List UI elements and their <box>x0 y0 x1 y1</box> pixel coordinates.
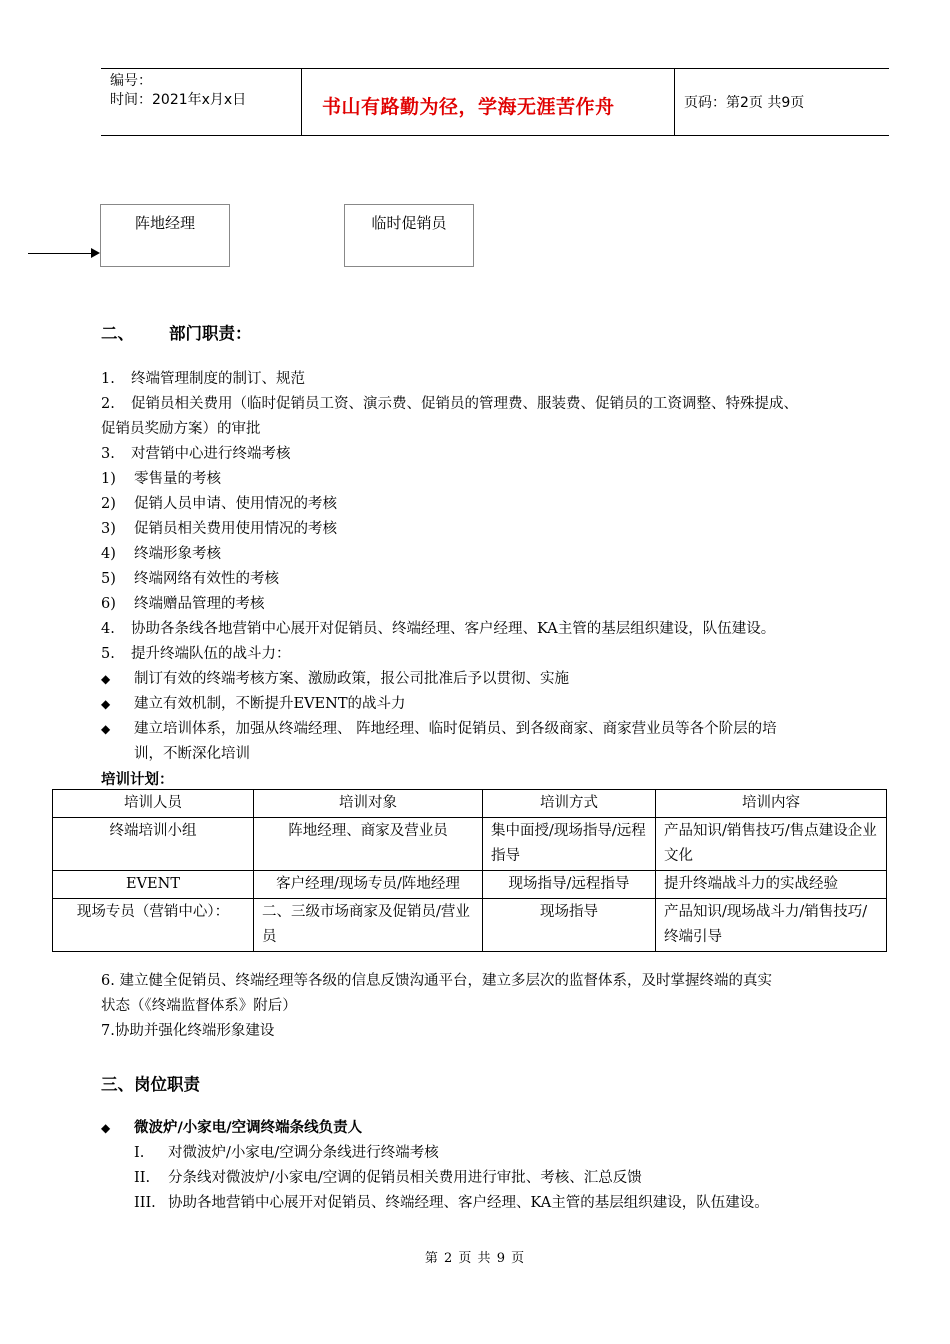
table-cell: 客户经理/现场专员/阵地经理 <box>254 871 483 899</box>
table-row <box>53 871 887 899</box>
header-serial: 编号： <box>110 73 152 89</box>
bullet-item-continuation: 训，不断深化培训 <box>134 746 250 762</box>
training-plan-title: 培训计划： <box>101 772 174 788</box>
diamond-bullet-icon: ◆ <box>101 722 111 736</box>
header-top-rule <box>101 68 889 69</box>
sub-list-item: 2) 促销人员申请、使用情况的考核 <box>101 496 337 512</box>
list-item: 5. 提升终端队伍的战斗力： <box>101 646 291 662</box>
list-item: 1. 终端管理制度的制订、规范 <box>101 371 305 387</box>
bullet-item: ◆ 建立培训体系，加强从终端经理、 阵地经理、临时促销员、到各级商家、商家营业员等各个阶层的培 <box>101 721 777 737</box>
bullet-item: ◆ 制订有效的终端考核方案、激励政策，报公司批准后予以贯彻、实施 <box>101 671 569 687</box>
section2-heading-num: 二、 <box>101 324 134 343</box>
sub-list-item: 1) 零售量的考核 <box>101 471 221 487</box>
table-header-cell: 培训方式 <box>483 790 656 818</box>
header-page: 页码：第2页 共9页 <box>684 95 805 111</box>
list-item: 4. 协助各条线各地营销中心展开对促销员、终端经理、客户经理、KA主管的基层组织建设，队伍建设。 <box>101 621 776 637</box>
table-header-cell: 培训人员 <box>53 790 254 818</box>
diamond-bullet-icon: ◆ <box>101 697 111 711</box>
list-item: III. 协助各地营销中心展开对促销员、终端经理、客户经理、KA主管的基层组织建设，队伍建设。 <box>134 1195 769 1211</box>
org-box-position-manager-label: 阵地经理 <box>134 214 195 232</box>
table-header-cell: 培训对象 <box>254 790 483 818</box>
header-bottom-rule <box>101 135 889 136</box>
org-arrow-line <box>28 253 92 254</box>
diamond-bullet-icon: ◆ <box>101 672 111 686</box>
table-cell: 阵地经理、商家及营业员 <box>254 818 483 871</box>
header-motto: 书山有路勤为径，学海无涯苦作舟 <box>322 96 615 118</box>
table-cell: 集中面授/现场指导/远程指导 <box>483 818 656 871</box>
table-cell: 现场指导/远程指导 <box>483 871 656 899</box>
list-item: 3. 对营销中心进行终端考核 <box>101 446 291 462</box>
list-item: II. 分条线对微波炉/小家电/空调的促销员相关费用进行审批、考核、汇总反馈 <box>134 1170 642 1186</box>
sub-list-item: 5) 终端网络有效性的考核 <box>101 571 279 587</box>
table-cell: 现场专员（营销中心）： <box>53 899 254 952</box>
diamond-bullet-icon: ◆ <box>101 1121 111 1135</box>
table-cell: 终端培训小组 <box>53 818 254 871</box>
list-item-continuation: 促销员奖励方案）的审批 <box>101 421 261 437</box>
org-box-position-manager <box>100 204 230 267</box>
list-item: 7.协助并强化终端形象建设 <box>101 1023 275 1039</box>
section3-heading: 三、岗位职责 <box>101 1075 200 1094</box>
bullet-item: ◆ 微波炉/小家电/空调终端条线负责人 <box>101 1120 363 1136</box>
table-header-cell: 培训内容 <box>656 790 887 818</box>
table-cell: 二、三级市场商家及促销员/营业员 <box>254 899 483 952</box>
table-cell: 产品知识/销售技巧/售点建设企业文化 <box>656 818 887 871</box>
sub-list-item: 3) 促销员相关费用使用情况的考核 <box>101 521 337 537</box>
arrow-right-icon <box>91 248 100 258</box>
table-row <box>53 899 887 952</box>
list-item: I. 对微波炉/小家电/空调分条线进行终端考核 <box>134 1145 439 1161</box>
list-item-continuation: 状态（《终端监督体系》附后） <box>101 998 297 1014</box>
list-item: 6. 建立健全促销员、终端经理等各级的信息反馈沟通平台，建立多层次的监督体系，及时掌握终端的真实 <box>101 973 772 989</box>
header-time: 时间：2021年x月x日 <box>110 92 247 108</box>
section2-heading <box>101 320 252 344</box>
training-plan-table <box>52 789 887 952</box>
table-row <box>53 818 887 871</box>
table-cell: 产品知识/现场战斗力/销售技巧/终端引导 <box>656 899 887 952</box>
section2-heading-title: 部门职责： <box>169 324 252 343</box>
bullet-item: ◆ 建立有效机制，不断提升EVENT的战斗力 <box>101 696 406 712</box>
sub-list-item: 6) 终端赠品管理的考核 <box>101 596 265 612</box>
list-item: 2. 促销员相关费用（临时促销员工资、演示费、促销员的管理费、服装费、促销员的工资调整、特殊提成、 <box>101 396 798 412</box>
page-footer: 第 2 页 共 9 页 <box>424 1251 526 1266</box>
table-cell: 提升终端战斗力的实战经验 <box>656 871 887 899</box>
table-header-row <box>53 790 887 818</box>
org-box-temp-promoter <box>344 204 474 267</box>
table-cell: 现场指导 <box>483 899 656 952</box>
sub-list-item: 4) 终端形象考核 <box>101 546 221 562</box>
org-box-temp-promoter-label: 临时促销员 <box>371 214 447 232</box>
header-divider-right <box>674 68 675 135</box>
table-cell: EVENT <box>53 871 254 899</box>
header-divider-left <box>301 68 302 135</box>
